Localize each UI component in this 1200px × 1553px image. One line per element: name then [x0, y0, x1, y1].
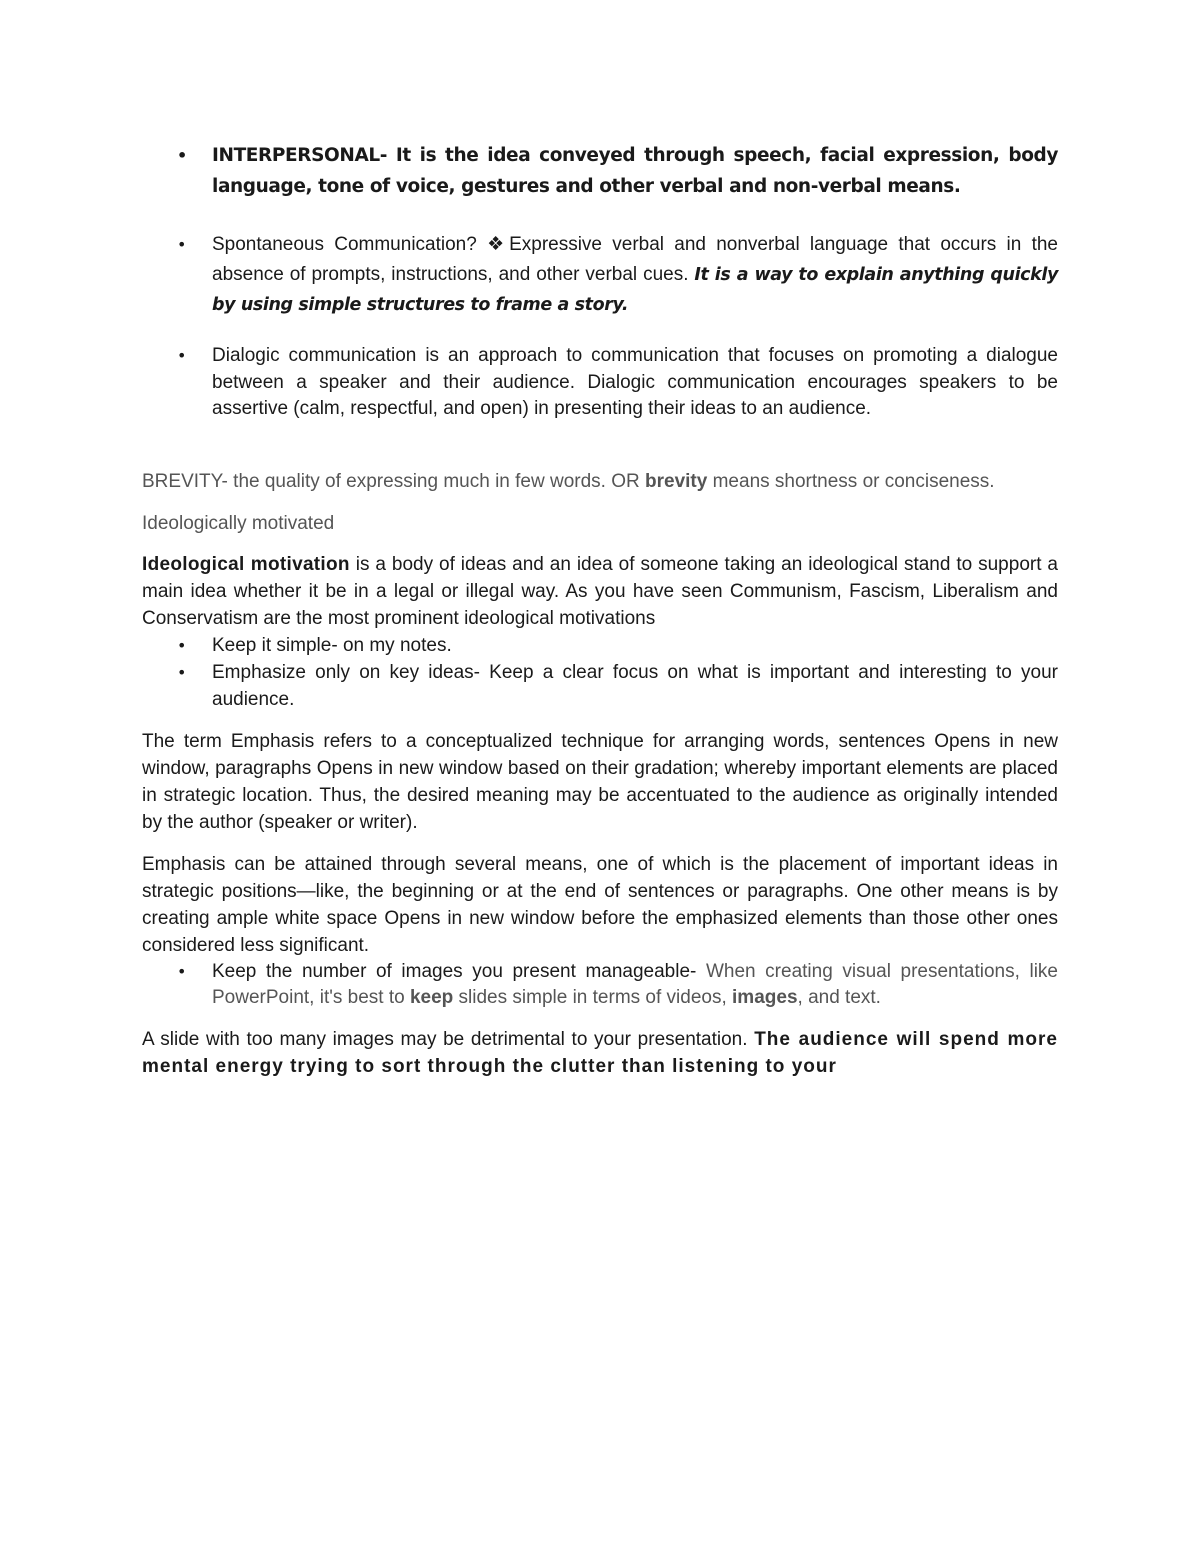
term-emphasis-paragraph: The term Emphasis refers to a conceptualized technique for arranging words, sentences Opens in new window, paragraphs Opens in new window based on their gradation; whereby important elements are placed in strategic location. Thus, the desired meaning may be accentuated to the audience as originally intended by the author (speaker or writer).: [142, 730, 1058, 833]
images-lead-text: Keep the number of images you present manageable-: [212, 960, 706, 982]
list-item-emphasize: [142, 659, 1058, 713]
list-item-spontaneous: [142, 230, 1058, 320]
ideology-bold: Ideological motivation: [142, 553, 350, 575]
slide-text: A slide with too many images may be detrimental to your presentation.: [142, 1028, 755, 1050]
brevity-text-post: means shortness or conciseness.: [707, 470, 995, 492]
emphasize-text: Emphasize only on key ideas- Keep a clear focus on what is important and interesting to your audience.: [212, 661, 1058, 710]
emphasis-means-paragraph: Emphasis can be attained through several means, one of which is the placement of important ideas in strategic positions—like, the beginning or at the end of sentences or paragraphs. One other means is by creating ample white space Opens in new window before the emphasized elements than those other ones considered less significant.: [142, 853, 1058, 956]
bullet-icon: •: [177, 146, 187, 165]
images-gray-text-1: When creating visual presentations, like PowerPoint, it's best to: [212, 960, 1058, 1008]
brevity-paragraph: [142, 468, 1058, 495]
bullet-icon: •: [177, 235, 187, 254]
list-item-interpersonal: [142, 140, 1058, 202]
bullet-icon: •: [177, 662, 187, 682]
bullet-icon: •: [177, 635, 187, 655]
images-gray-text-2: slides simple in terms of videos,: [453, 986, 733, 1008]
brevity-bold: brevity: [645, 470, 708, 492]
spontaneous-italic-text: It is a way to explain anything quickly by using simple structures to frame a story.: [212, 265, 1058, 315]
slide-paragraph: [142, 1026, 1058, 1080]
list-item-keep-simple: [142, 632, 1058, 659]
dialogic-text: Dialogic communication is an approach to communication that focuses on promoting a dialogue between a speaker and their audience. Dialogic communication encourages speakers to be assertive (calm, respectful, and open) in presenting their ideas to an audience.: [212, 345, 1058, 419]
spontaneous-text: Spontaneous Communication? ❖Expressive verbal and nonverbal language that occurs in the absence of prompts, instructions, and other verbal cues.: [212, 234, 1058, 285]
images-gray-text-3: , and text.: [797, 986, 881, 1008]
bullet-list-mid: [142, 632, 1058, 713]
list-item-images: [142, 959, 1058, 1011]
ideology-paragraph: [142, 551, 1058, 632]
ideology-heading: Ideologically motivated: [142, 512, 335, 534]
images-bold-keep: keep: [409, 986, 454, 1008]
keep-simple-text: Keep it simple- on my notes.: [212, 634, 452, 656]
ideology-text: is a body of ideas and an idea of someone taking an ideological stand to support a main idea whether it be in a legal or illegal way. As you have seen Communism, Fascism, Liberalism and Conservatism are the most prominent ideological motivations: [142, 553, 1058, 629]
bullet-list-images: [142, 959, 1058, 1011]
bullet-list-top: [142, 140, 1058, 423]
bullet-icon: •: [177, 346, 187, 365]
document-body: [142, 140, 1058, 1080]
bullet-icon: •: [177, 961, 187, 981]
list-item-dialogic: [142, 343, 1058, 423]
images-bold-images: images: [732, 986, 798, 1008]
interpersonal-text: INTERPERSONAL- It is the idea conveyed through speech, facial expression, body language, tone of voice, gestures and other verbal and non-verbal means.: [212, 145, 1058, 197]
brevity-text-pre: BREVITY- the quality of expressing much in few words. OR: [142, 470, 646, 492]
slide-bold-text: The audience will spend more mental energy trying to sort through the clutter than listening to your: [142, 1028, 1058, 1077]
